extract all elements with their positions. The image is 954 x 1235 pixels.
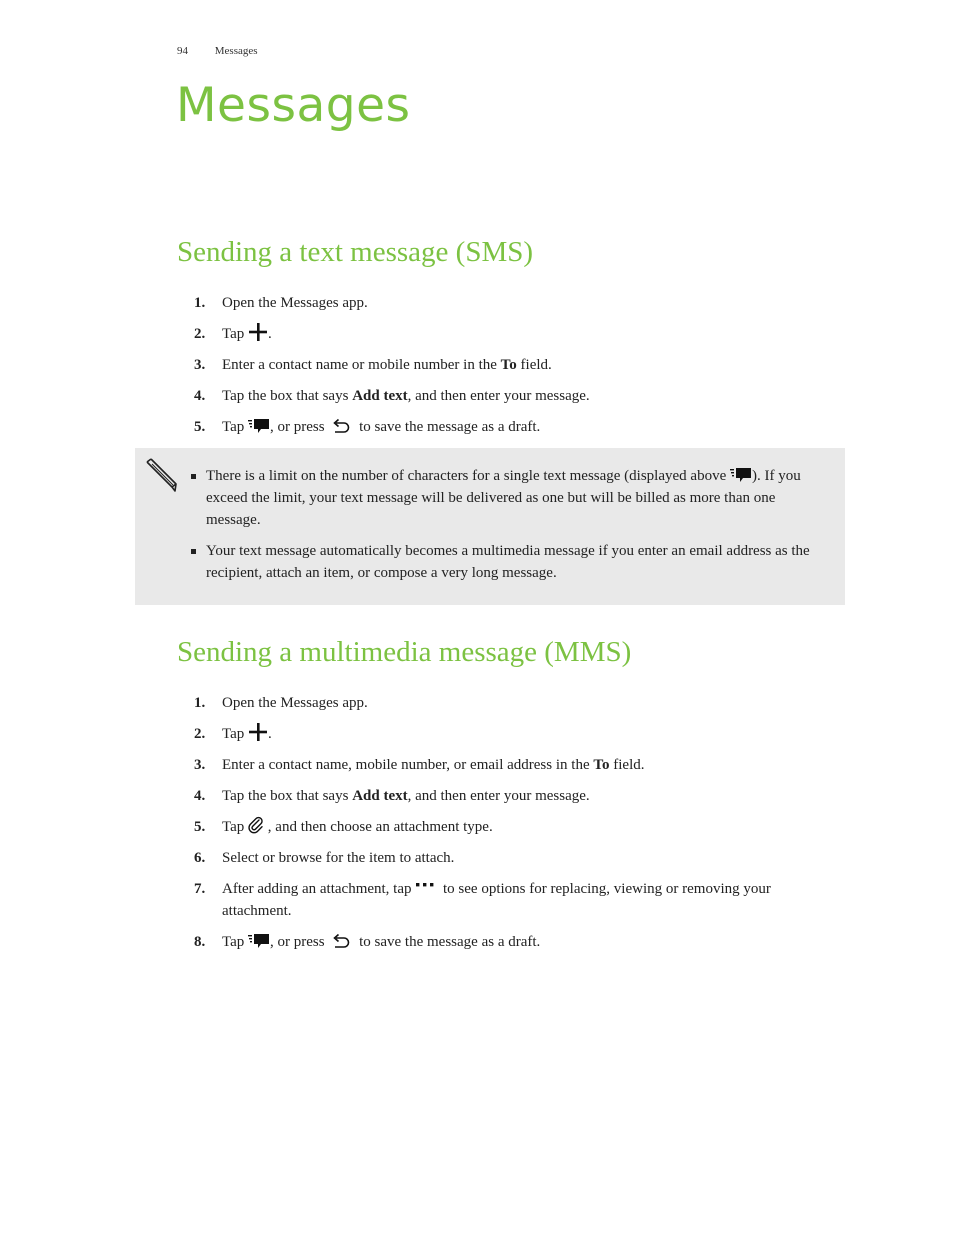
step-text: Tap: [222, 419, 249, 435]
mms-step-1: [194, 692, 834, 714]
note-list: [190, 465, 830, 584]
step-number: 2.: [194, 726, 206, 742]
step-number: 3.: [194, 357, 206, 373]
page-number: 94: [177, 45, 188, 57]
note-item: [190, 465, 830, 531]
more-icon: [415, 880, 435, 890]
step-text: , and then choose an attachment type.: [264, 819, 493, 835]
step-text: Tap: [222, 726, 245, 742]
note-box: [135, 448, 845, 605]
page-header: [177, 45, 258, 57]
paperclip-icon: [248, 816, 264, 834]
sms-step-5: [194, 416, 834, 438]
page-title: Messages: [176, 78, 411, 133]
note-item: [190, 540, 830, 584]
step-text: Open the Messages app.: [222, 695, 368, 711]
step-number: 4.: [194, 788, 206, 804]
back-icon: [331, 418, 351, 434]
bullet: [191, 549, 196, 554]
header-section: Messages: [214, 45, 258, 57]
step-number: 6.: [194, 850, 206, 866]
step-number: 3.: [194, 757, 206, 773]
step-text: to save the message as a draft.: [355, 419, 541, 435]
plus-icon: [248, 323, 268, 341]
send-icon: [248, 418, 270, 434]
step-text: , and then enter your message.: [407, 788, 590, 804]
step-text: Enter a contact name or mobile number in the: [222, 357, 501, 373]
step-text: field.: [609, 757, 645, 773]
step-text: Enter a contact name, mobile number, or email address in the: [222, 757, 594, 773]
step-text: Tap the box that says: [222, 388, 353, 404]
step-number: 4.: [194, 388, 206, 404]
field-name: To: [593, 757, 610, 773]
step-text: Select or browse for the item to attach.: [222, 850, 455, 866]
sms-step-1: [194, 292, 834, 314]
sms-step-3: [194, 354, 834, 376]
mms-step-6: [194, 847, 834, 869]
send-icon: [730, 467, 752, 483]
step-text: After adding an attachment, tap: [222, 881, 416, 897]
sms-step-2: [194, 323, 834, 345]
note-text: ). If you exceed the limit, your text message will be delivered as one but will be billed as more than one message.: [206, 468, 801, 528]
step-text: Tap: [222, 326, 245, 342]
step-text: Tap: [222, 934, 249, 950]
send-icon: [248, 933, 270, 949]
note-text: Your text message automatically becomes a multimedia message if you enter an email address as the recipient, attach an item, or compose a very long message.: [206, 543, 810, 581]
step-text: to save the message as a draft.: [355, 934, 541, 950]
step-text: , or press: [270, 419, 329, 435]
mms-step-3: [194, 754, 834, 776]
plus-icon: [248, 723, 268, 741]
step-text: Tap: [222, 819, 249, 835]
step-number: 2.: [194, 326, 206, 342]
mms-step-4: [194, 785, 834, 807]
step-number: 8.: [194, 934, 206, 950]
mms-step-5: [194, 816, 834, 838]
step-number: 5.: [194, 819, 206, 835]
field-name: To: [500, 357, 517, 373]
step-number: 7.: [194, 881, 206, 897]
mms-step-2: [194, 723, 834, 745]
step-number: 5.: [194, 419, 206, 435]
field-name: Add text: [352, 788, 408, 804]
note-text: There is a limit on the number of characters for a single text message (displayed above: [206, 468, 730, 484]
mms-heading: Sending a multimedia message (MMS): [177, 636, 632, 668]
step-text: .: [268, 726, 272, 742]
sms-step-4: [194, 385, 834, 407]
back-icon: [331, 933, 351, 949]
sms-steps: [194, 292, 834, 438]
step-text: Open the Messages app.: [222, 295, 368, 311]
field-name: Add text: [352, 388, 408, 404]
step-text: to see options for replacing, viewing or removing your attachment.: [222, 881, 771, 919]
step-text: , or press: [270, 934, 329, 950]
mms-steps: [194, 692, 834, 953]
step-number: 1.: [194, 695, 206, 711]
sms-heading: Sending a text message (SMS): [177, 236, 534, 268]
step-text: .: [268, 326, 272, 342]
step-text: field.: [516, 357, 552, 373]
pencil-icon: [143, 458, 177, 492]
mms-step-7: [194, 878, 834, 922]
step-text: Tap the box that says: [222, 788, 353, 804]
step-text: , and then enter your message.: [407, 388, 590, 404]
step-number: 1.: [194, 295, 206, 311]
mms-step-8: [194, 931, 834, 953]
bullet: [191, 474, 196, 479]
